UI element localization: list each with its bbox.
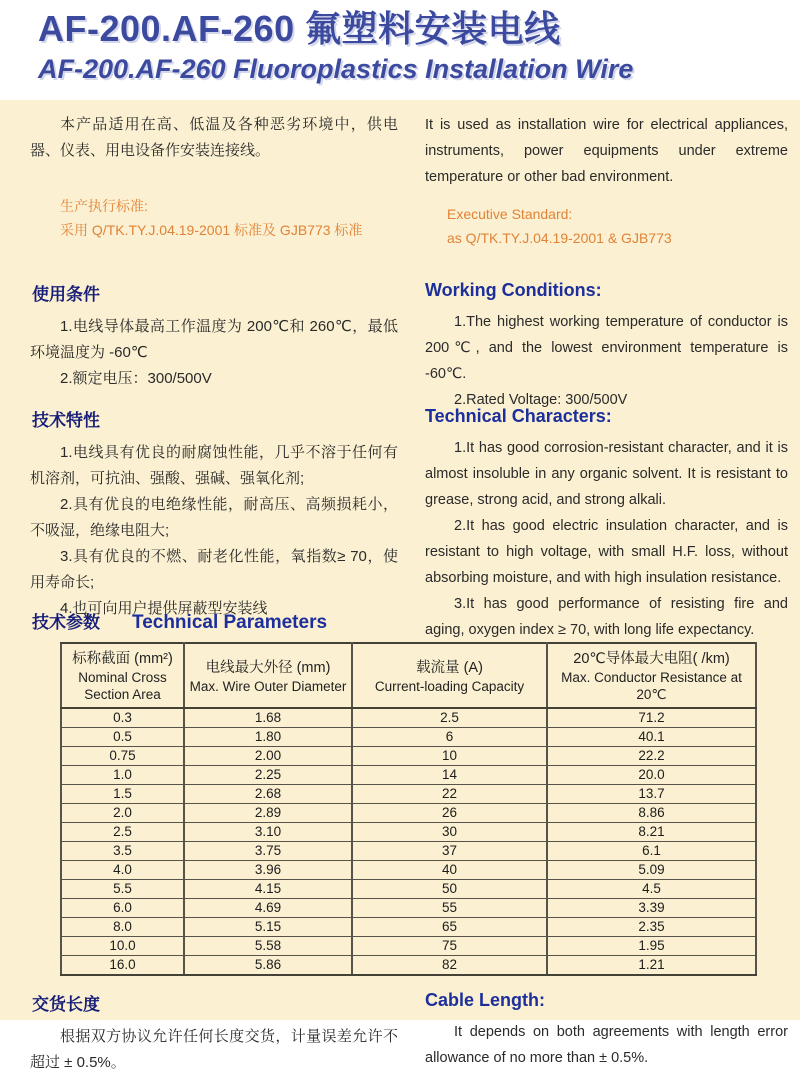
table-row: 6.0 4.69 55 3.39	[61, 899, 756, 918]
table-row: 8.0 5.15 65 2.35	[61, 918, 756, 937]
parameters-heading-zh: 技术参数	[32, 613, 100, 632]
section-heading-zh: 使用条件	[32, 285, 100, 304]
section-heading-en: Working Conditions:	[425, 280, 602, 300]
character-item: 3.具有优良的不燃、耐老化性能，氧指数≥ 70，使用寿命长;	[30, 548, 398, 591]
working-conditions-en	[425, 280, 788, 413]
working-conditions-section	[30, 280, 788, 406]
page-title-zh: AF-200.AF-260 氟塑料安装电线	[38, 8, 561, 49]
col-header-max-conductor-resistance: 20℃导体最大电阻( /km) Max. Conductor Resistance at 20℃	[547, 643, 756, 708]
parameters-table	[60, 642, 757, 976]
col-header-nominal-cross-section: 标称截面 (mm²) Nominal Cross Section Area	[61, 643, 184, 708]
table-row: 0.5 1.80 6 40.1	[61, 728, 756, 747]
table-row: 5.5 4.15 50 4.5	[61, 880, 756, 899]
condition-item: 1.电线导体最高工作温度为 200℃和 260℃，最低环境温度为 -60℃	[30, 318, 398, 361]
col-header-max-wire-outer-diameter: 电线最大外径 (mm) Max. Wire Outer Diameter	[184, 643, 352, 708]
table-row: 2.0 2.89 26 8.86	[61, 804, 756, 823]
cable-length-en	[425, 990, 788, 1076]
table-row: 2.5 3.10 30 8.21	[61, 823, 756, 842]
table-row: 0.3 1.68 2.5 71.2	[61, 708, 756, 728]
table-row: 16.0 5.86 82 1.21	[61, 956, 756, 976]
parameters-heading-en: Technical Parameters	[132, 612, 328, 633]
table-row: 3.5 3.75 37 6.1	[61, 842, 756, 861]
col-header-current-loading-capacity: 载流量 (A) Current-loading Capacity	[352, 643, 547, 708]
cable-length-text-zh: 根据双方协议允许任何长度交货，计量误差允许不超过 ± 0.5%。	[30, 1028, 398, 1071]
intro-paragraph-en: It is used as installation wire for electrical appliances, instruments, power equipments under extreme temperature or other bad environment.	[425, 117, 788, 185]
executive-standard-en	[425, 202, 788, 250]
cable-length-section	[30, 990, 788, 1076]
table-row: 10.0 5.58 75 1.95	[61, 937, 756, 956]
working-conditions-zh	[30, 280, 398, 413]
character-item: 4.也可向用户提供屏蔽型安装线	[60, 600, 268, 617]
standard-value-en: as Q/TK.TY.J.04.19-2001 & GJB773	[447, 230, 672, 246]
condition-item: 2.额定电压：300/500V	[60, 370, 212, 387]
standard-value-zh: 采用 Q/TK.TY.J.04.19-2001 标准及 GJB773 标准	[60, 222, 363, 238]
section-heading-zh: 交货长度	[32, 995, 100, 1014]
character-item: 1.电线具有优良的耐腐蚀性能，几乎不溶于任何有机溶剂，可抗油、强酸、强碱、强氧化剂;	[30, 444, 398, 487]
intro-column-zh	[30, 112, 398, 280]
section-heading-zh: 技术特性	[32, 411, 100, 430]
section-heading-en: Cable Length:	[425, 990, 545, 1010]
character-item: 3.It has good performance of resisting fire and aging, oxygen index ≥ 70, with long life expectancy.	[425, 596, 788, 638]
character-item: 2.It has good electric insulation character, and is resistant to high voltage, with small H.F. loss, without absorbing moisture, and with high insulation resistance.	[425, 518, 788, 586]
executive-standard-zh	[30, 194, 398, 242]
document-body	[0, 100, 800, 1071]
intro-section	[30, 112, 788, 280]
cable-length-text-en: It depends on both agreements with length error allowance of no more than ± 0.5%.	[425, 1024, 788, 1066]
standard-label-zh: 生产执行标准:	[60, 198, 148, 214]
table-row: 0.75 2.00 10 22.2	[61, 747, 756, 766]
table-header-row	[61, 643, 756, 708]
character-item: 1.It has good corrosion-resistant character, and it is almost insoluble in any organic solvent. It is resistant to grease, strong acid, and strong alkali.	[425, 440, 788, 508]
document-header	[0, 0, 800, 100]
intro-column-en	[425, 112, 788, 280]
table-row: 1.5 2.68 22 13.7	[61, 785, 756, 804]
page-title-en: AF-200.AF-260 Fluoroplastics Installation Wire	[38, 54, 634, 85]
section-heading-en: Technical Characters:	[425, 406, 612, 426]
table-row: 4.0 3.96 40 5.09	[61, 861, 756, 880]
character-item: 2.具有优良的电绝缘性能，耐高压、高频损耗小，不吸湿，绝缘电阻大;	[30, 496, 398, 539]
condition-item: 1.The highest working temperature of conductor is 200℃, and the lowest environment temperature is -60℃.	[425, 314, 788, 382]
cable-length-zh	[30, 990, 398, 1076]
intro-paragraph-zh: 本产品适用在高、低温及各种恶劣环境中，供电器、仪表、用电设备作安装连接线。	[30, 116, 398, 159]
standard-label-en: Executive Standard:	[447, 206, 573, 222]
table-row: 1.0 2.25 14 20.0	[61, 766, 756, 785]
condition-item: 2.Rated Voltage: 300/500V	[454, 392, 628, 408]
technical-characters-en	[425, 406, 788, 643]
